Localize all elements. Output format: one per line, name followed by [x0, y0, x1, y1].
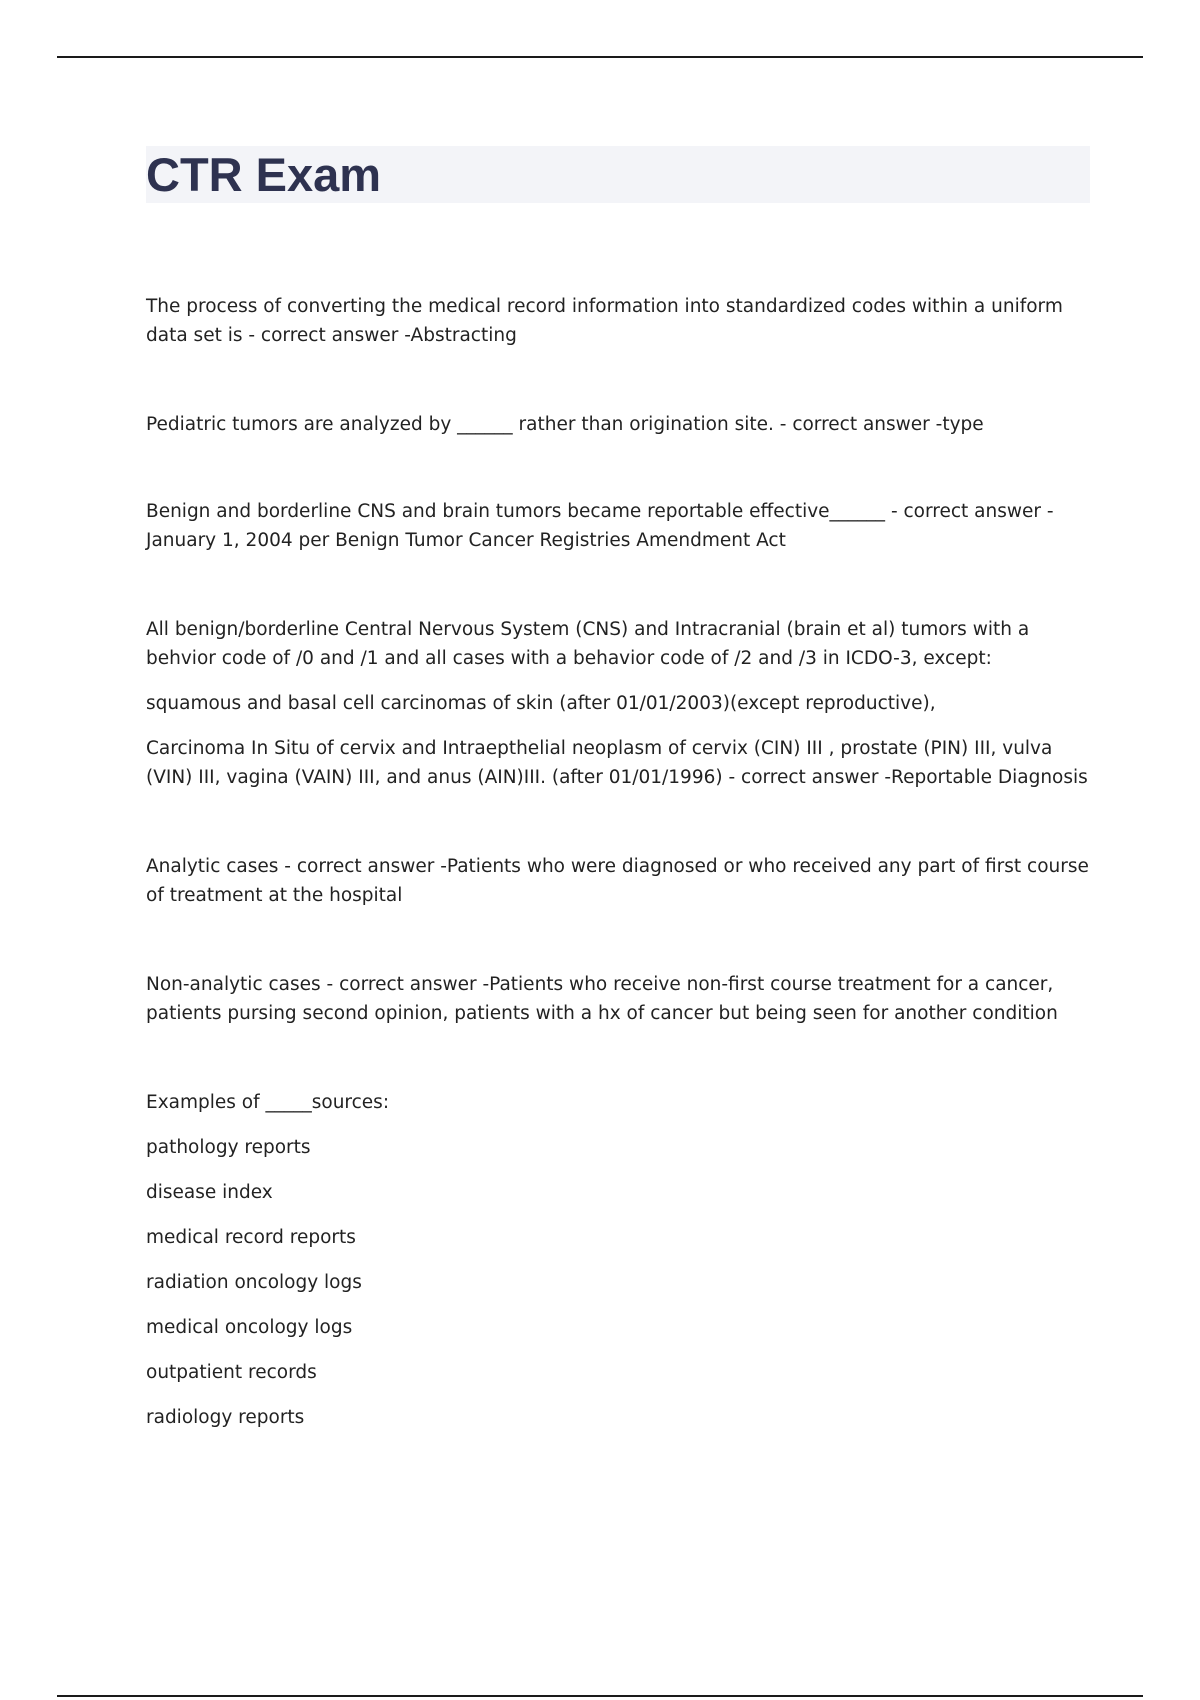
qa-paragraph: Non-analytic cases - correct answer -Patients who receive non-first course treatment for a cancer, patients pursing second opinion, patients with a hx of cancer but being seen for another condition — [146, 974, 1058, 1024]
qa-paragraph: Pediatric tumors are analyzed by ______ rather than origination site. - correct answer -type — [146, 414, 984, 435]
list-item: medical oncology logs — [146, 1317, 353, 1338]
qa-paragraph: Benign and borderline CNS and brain tumors became reportable effective______ - correct answer -January 1, 2004 per Benign Tumor Cancer Registries Amendment Act — [146, 501, 1054, 551]
list-item: pathology reports — [146, 1137, 311, 1158]
qa-paragraph: Analytic cases - correct answer -Patients who were diagnosed or who received any part of first course of treatment at the hospital — [146, 856, 1089, 906]
list-item: disease index — [146, 1182, 273, 1203]
list-item: radiology reports — [146, 1407, 305, 1428]
qa-paragraph: Examples of _____sources: — [146, 1092, 390, 1113]
list-item: outpatient records — [146, 1362, 317, 1383]
qa-item-6 — [146, 970, 1090, 1028]
list-item: radiation oncology logs — [146, 1272, 362, 1293]
qa-paragraph: Carcinoma In Situ of cervix and Intraepthelial neoplasm of cervix (CIN) III , prostate (PIN) III, vulva (VIN) III, vagina (VAIN) III, and anus (AIN)III. (after 01/01/1996) - correct answer -Reportable Diagnosis — [146, 738, 1088, 788]
qa-item-7 — [146, 1088, 1090, 1432]
footer-rule — [57, 1695, 1143, 1697]
document-body — [146, 292, 1090, 1432]
qa-paragraph: squamous and basal cell carcinomas of skin (after 01/01/2003)(except reproductive), — [146, 693, 936, 714]
header-rule — [57, 56, 1143, 58]
qa-item-5 — [146, 852, 1090, 910]
qa-item-1 — [146, 292, 1090, 350]
list-item: medical record reports — [146, 1227, 356, 1248]
qa-paragraph: The process of converting the medical record information into standardized codes within a uniform data set is - correct answer -Abstracting — [146, 296, 1063, 346]
page-title: CTR Exam — [146, 148, 382, 201]
qa-item-2 — [146, 410, 1090, 439]
qa-item-3 — [146, 497, 1090, 555]
qa-paragraph: All benign/borderline Central Nervous System (CNS) and Intracranial (brain et al) tumors with a behvior code of /0 and /1 and all cases with a behavior code of /2 and /3 in ICDO-3, except: — [146, 619, 1030, 669]
qa-item-4 — [146, 615, 1090, 792]
